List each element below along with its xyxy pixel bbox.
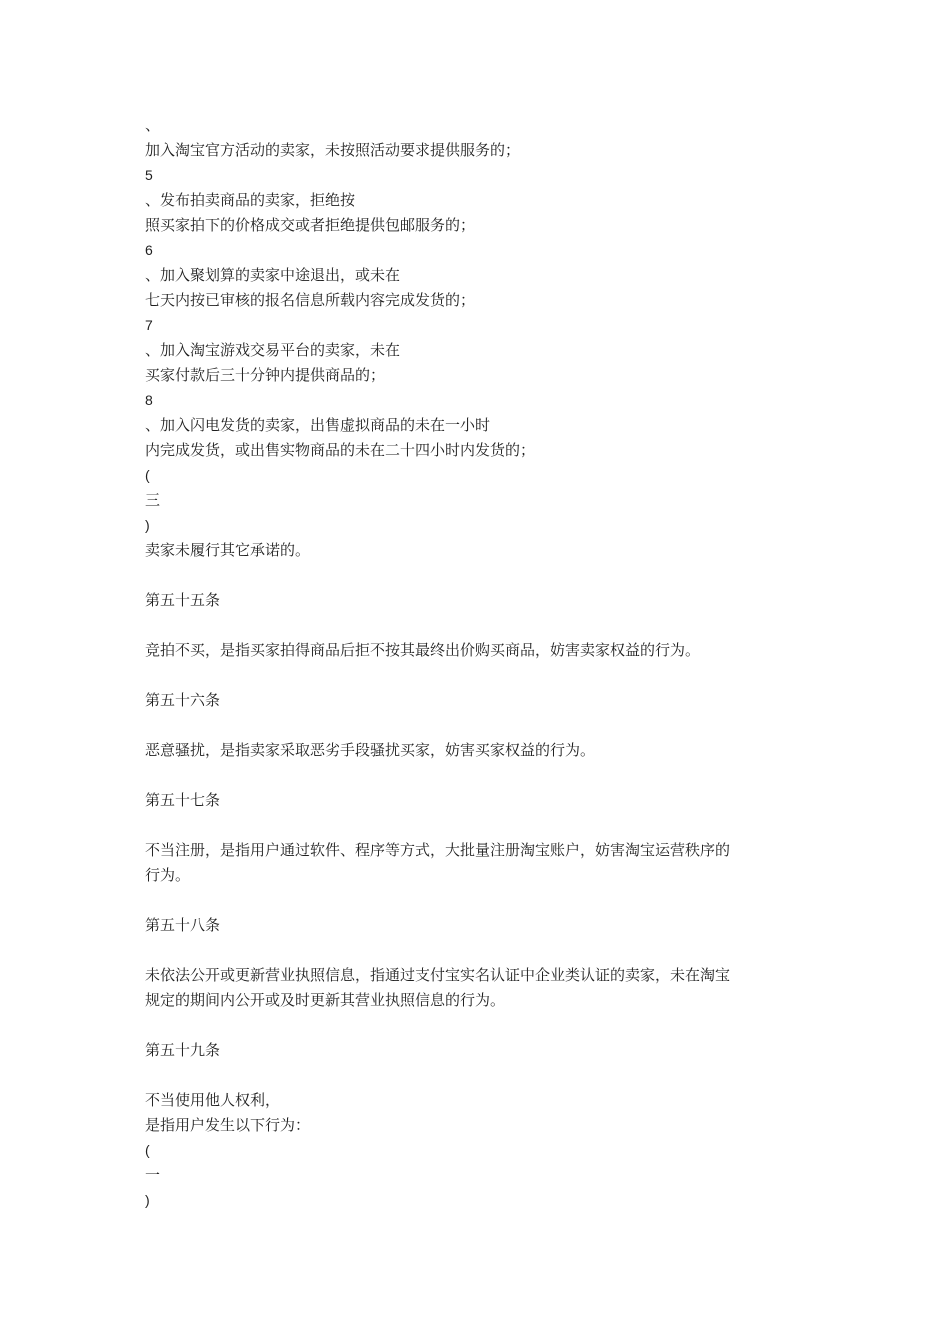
- item-numeral: 一: [145, 1166, 161, 1184]
- text-line: 买家付款后三十分钟内提供商品的；: [145, 366, 386, 384]
- paragraph-line: 不当使用他人权利，: [145, 1091, 281, 1109]
- spacer: [145, 663, 825, 688]
- spacer: [145, 938, 825, 963]
- text-line: 照买家拍下的价格成交或者拒绝提供包邮服务的；: [145, 216, 476, 234]
- paragraph-line: 不当注册，是指用户通过软件、程序等方式，大批量注册淘宝账户，妨害淘宝运营秩序的: [145, 841, 731, 859]
- article-heading: 第五十九条: [145, 1041, 221, 1059]
- paren-close: ): [145, 517, 150, 533]
- text-line: 卖家未履行其它承诺的。: [145, 541, 311, 559]
- text-line: 内完成发货，或出售实物商品的未在二十四小时内发货的；: [145, 441, 536, 459]
- item-number: 8: [145, 392, 153, 408]
- spacer: [145, 1013, 825, 1038]
- document-page: [145, 113, 825, 1213]
- spacer: [145, 563, 825, 588]
- text-line: 加入淘宝官方活动的卖家，未按照活动要求提供服务的；: [145, 141, 521, 159]
- paragraph-line: 恶意骚扰，是指卖家采取恶劣手段骚扰买家，妨害买家权益的行为。: [145, 741, 596, 759]
- article-heading: 第五十七条: [145, 791, 221, 809]
- item-number: 7: [145, 317, 153, 333]
- text-line: 、: [145, 116, 161, 134]
- article-heading: 第五十八条: [145, 916, 221, 934]
- item-number: 6: [145, 242, 153, 258]
- paragraph-line: 未依法公开或更新营业执照信息，指通过支付宝实名认证中企业类认证的卖家，未在淘宝: [145, 966, 731, 984]
- spacer: [145, 1063, 825, 1088]
- spacer: [145, 813, 825, 838]
- spacer: [145, 888, 825, 913]
- text-line: 、加入淘宝游戏交易平台的卖家，未在: [145, 341, 401, 359]
- article-heading: 第五十六条: [145, 691, 221, 709]
- spacer: [145, 763, 825, 788]
- paren-close: ): [145, 1192, 150, 1208]
- paragraph-line: 行为。: [145, 866, 191, 884]
- item-number: 5: [145, 167, 153, 183]
- spacer: [145, 613, 825, 638]
- text-line: 、发布拍卖商品的卖家，拒绝按: [145, 191, 356, 209]
- paragraph-line: 竞拍不买，是指买家拍得商品后拒不按其最终出价购买商品，妨害卖家权益的行为。: [145, 641, 701, 659]
- paragraph-line: 规定的期间内公开或及时更新其营业执照信息的行为。: [145, 991, 506, 1009]
- paragraph-line: 是指用户发生以下行为：: [145, 1116, 311, 1134]
- paren-open: (: [145, 467, 150, 483]
- text-line: 、加入聚划算的卖家中途退出，或未在: [145, 266, 401, 284]
- item-numeral: 三: [145, 491, 161, 509]
- text-line: 、加入闪电发货的卖家，出售虚拟商品的未在一小时: [145, 416, 491, 434]
- spacer: [145, 713, 825, 738]
- text-line: 七天内按已审核的报名信息所载内容完成发货的；: [145, 291, 476, 309]
- paren-open: (: [145, 1142, 150, 1158]
- article-heading: 第五十五条: [145, 591, 221, 609]
